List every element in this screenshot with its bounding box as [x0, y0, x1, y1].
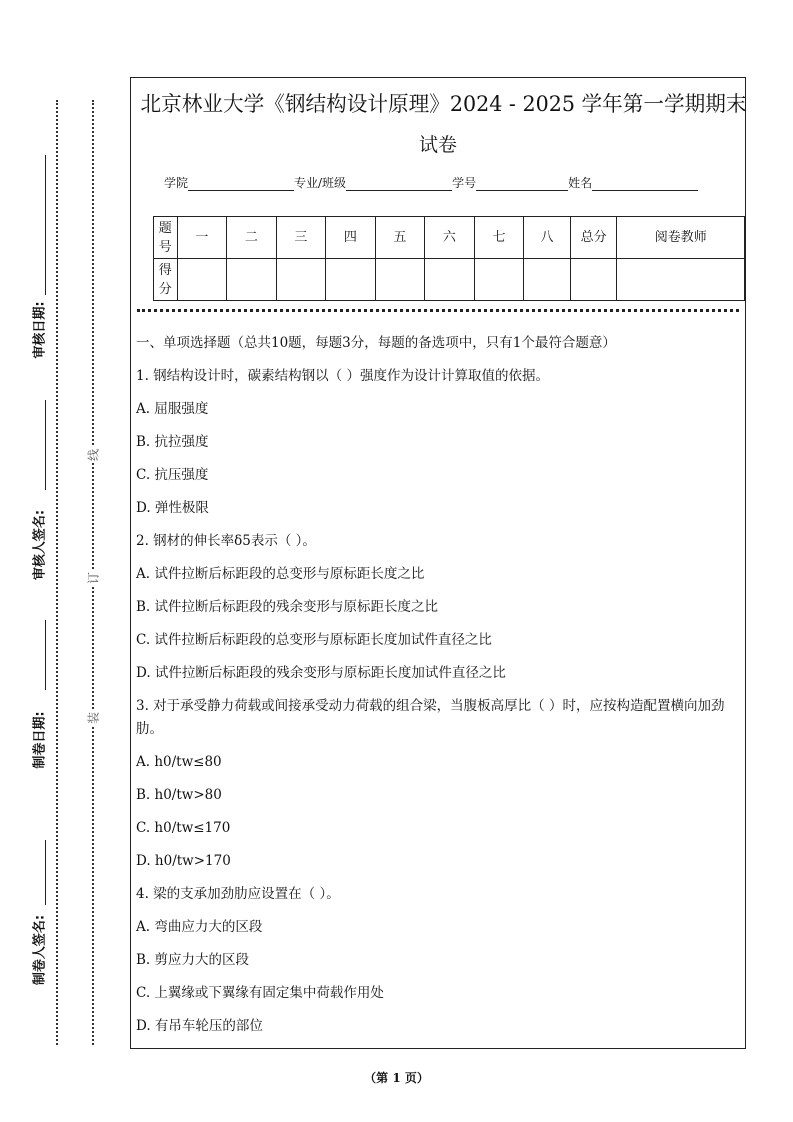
column-header: 五: [375, 217, 425, 259]
signature-line: [45, 840, 46, 905]
column-header: 七: [474, 217, 524, 259]
student-id-field[interactable]: [476, 176, 568, 191]
exam-page-frame: [130, 77, 746, 1049]
score-label: 得分: [154, 259, 178, 301]
option: A. 屈服强度: [136, 401, 209, 417]
question-stem: 2. 钢材的伸长率δ5表示（ ）。: [136, 533, 316, 549]
score-table: [153, 216, 745, 301]
name-field[interactable]: [592, 176, 698, 191]
option: B. h0/tw>80: [136, 787, 222, 803]
page-number: （第 1 页）: [364, 1071, 429, 1085]
option: D. 试件拉断后标距段的残余变形与原标距长度加试件直径之比: [136, 665, 506, 681]
section-heading-box: [136, 332, 739, 365]
score-cell: [570, 259, 617, 301]
section-heading: 一、单项选择题（总共10题，每题3分，每题的备选项中，只有1个最符合题意）: [136, 335, 616, 351]
major-class-label: 专业/班级: [294, 176, 347, 190]
column-header: 六: [425, 217, 475, 259]
student-info-fields: [164, 174, 698, 191]
question-stem: 3. 对于承受静力荷载或间接承受动力荷载的组合梁，当腹板高厚比（ ）时，应按构造配置横向加劲肋。: [136, 698, 725, 737]
option: C. 上翼缘或下翼缘有固定集中荷载作用处: [136, 985, 384, 1001]
column-header: 一: [177, 217, 227, 259]
score-cell: [425, 259, 475, 301]
binding-char-zhuang: 装: [86, 711, 101, 725]
question-number-label: 题号: [154, 217, 178, 259]
option: B. 剪应力大的区段: [136, 952, 250, 968]
binding-char-ding: 订: [86, 571, 101, 585]
score-cell: [617, 259, 745, 301]
student-id-label: 学号: [452, 176, 477, 190]
column-header: 四: [326, 217, 376, 259]
exam-title: 北京林业大学《钢结构设计原理》2024 - 2025 学年第一学期期末: [140, 92, 747, 116]
column-header: 总分: [570, 217, 617, 259]
score-cell: [177, 259, 227, 301]
option: C. 抗压强度: [136, 467, 209, 483]
margin-dotted-line-outer: [56, 100, 58, 1045]
question-stem: 1. 钢结构设计时，碳素结构钢以（ ）强度作为设计计算取值的依据。: [136, 368, 549, 384]
exam-title-line2: 试卷: [418, 134, 457, 156]
maker-date-label: 制卷日期:: [32, 711, 48, 769]
option: A. 弯曲应力大的区段: [136, 919, 263, 935]
major-class-field[interactable]: [346, 176, 452, 191]
questions: [136, 332, 739, 1048]
option: C. 试件拉断后标距段的总变形与原标距长度加试件直径之比: [136, 632, 492, 648]
reviewer-signature-label: 审核人签名:: [32, 509, 48, 581]
score-cell: [474, 259, 524, 301]
signature-line: [45, 400, 46, 490]
exam-title-box: [135, 90, 747, 118]
score-table-score-row: [154, 259, 745, 301]
question-stem: 4. 梁的支承加劲肋应设置在（ ）。: [136, 886, 340, 902]
score-cell: [276, 259, 326, 301]
signature-line: [45, 155, 46, 295]
column-header: 三: [276, 217, 326, 259]
option: B. 试件拉断后标距段的残余变形与原标距长度之比: [136, 599, 439, 615]
review-date-label: 审核日期:: [32, 301, 48, 359]
college-label: 学院: [164, 176, 189, 190]
option: D. 弹性极限: [136, 500, 209, 516]
option: A. 试件拉断后标距段的总变形与原标距长度之比: [136, 566, 425, 582]
score-table-header-row: [154, 217, 745, 259]
score-cell: [524, 259, 571, 301]
signature-line: [45, 620, 46, 690]
column-header: 阅卷教师: [617, 217, 745, 259]
score-cell: [375, 259, 425, 301]
option: C. h0/tw≤170: [136, 820, 231, 836]
binding-char-xian: 线: [86, 448, 101, 462]
college-field[interactable]: [188, 176, 294, 191]
option: D. h0/tw>170: [136, 853, 231, 869]
maker-signature-label: 制卷人签名:: [32, 914, 48, 986]
score-cell: [326, 259, 376, 301]
column-header: 八: [524, 217, 571, 259]
column-header: 二: [227, 217, 277, 259]
score-cell: [227, 259, 277, 301]
option: A. h0/tw≤80: [136, 754, 222, 770]
dotted-separator: [137, 309, 739, 312]
name-label: 姓名: [568, 176, 593, 190]
option: B. 抗拉强度: [136, 434, 209, 450]
option: D. 有吊车轮压的部位: [136, 1018, 263, 1034]
